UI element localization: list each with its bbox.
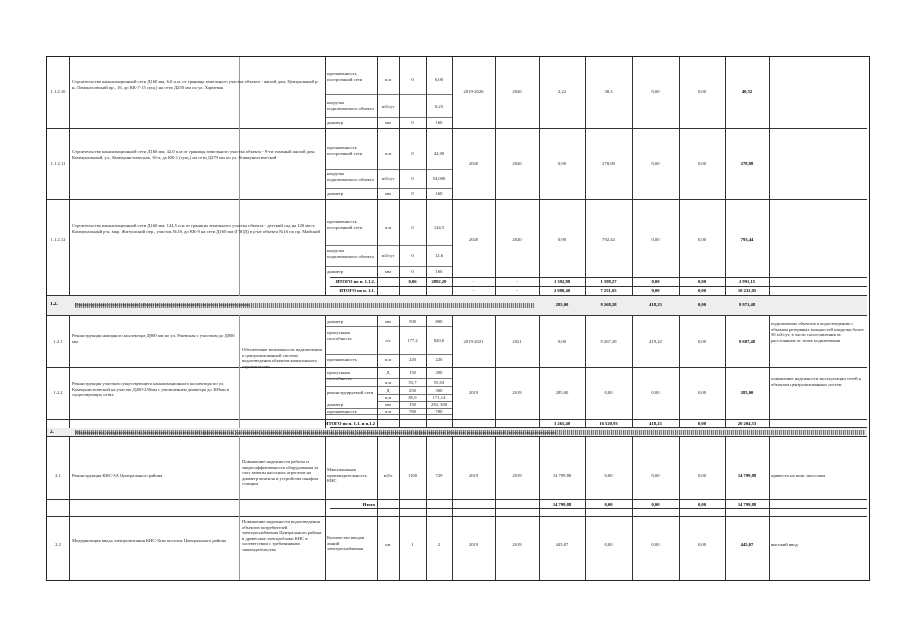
value-4: 0,00 <box>697 237 707 242</box>
param-label: протяженность <box>327 357 357 362</box>
value-2: 9 267,28 <box>600 339 617 344</box>
param-label: пропускная способность <box>327 370 352 381</box>
param-label: Максимальная производительность КНС <box>327 467 367 484</box>
value-3: 0,00 <box>651 237 660 242</box>
param-unit: м3/сут <box>381 104 395 109</box>
param-label: протяженность построенной сети <box>327 219 363 230</box>
param-after: 160 <box>435 191 443 196</box>
row-number: 1.2.2 <box>53 390 63 395</box>
value-3: 0,00 <box>651 89 660 94</box>
subtotal-total: 2 991,15 <box>738 279 756 284</box>
subtotal-v2: 16 520,93 <box>599 421 618 426</box>
row-number: 2.1 <box>55 473 61 478</box>
param-before: 250 <box>409 388 416 393</box>
value-4: 0,00 <box>697 89 707 94</box>
value-4: 0,00 <box>697 473 707 478</box>
value-3: 0,00 <box>651 390 660 395</box>
subtotal-label: ИТОГО по п. 1.1. и п.1.2 <box>324 421 375 426</box>
year-end: 2019 <box>512 542 522 547</box>
value-1: 285,00 <box>555 390 569 395</box>
row-divider <box>330 277 867 278</box>
param-after: 800 <box>435 319 443 324</box>
param-unit: мм <box>385 319 391 324</box>
param-label: нагрузка подключаемого объекта <box>327 100 374 111</box>
row-number: 2.2 <box>55 542 61 547</box>
param-after: 6,00 <box>434 77 444 82</box>
param-label: диаметр <box>327 191 344 196</box>
subtotal-total: 10 232,05 <box>737 288 757 293</box>
param-before: 0 <box>411 151 414 156</box>
item-purpose: Повышение надежности водоотведения объектов потребителей электроснабжения Центрального района в древесные электроблоки КНС в соответствии с требованиями законодательства <box>242 519 322 552</box>
param-after: 820,0 <box>433 338 445 343</box>
section-number: 2. <box>50 430 54 435</box>
param-label: нагрузка подключаемого объекта <box>327 171 374 182</box>
param-before: 0 <box>411 191 414 196</box>
item-description: Строительство канализационной сети Д160 мм, 124,5 п.м от границы земельного участка объекта - детский сад на 120 мест, Коммунальный р-н, мкр. Житушский пер., участок №18, до КК-9 на сети Д160 мм (ГЗОД) в р-не объекта №16 по пр. Майский <box>72 223 320 234</box>
param-label: реконструируемой сети <box>327 390 374 395</box>
param-unit: Д <box>386 370 390 375</box>
param-before: 220 <box>409 357 416 362</box>
value-4: 0,00 <box>697 390 707 395</box>
row-divider <box>47 128 867 129</box>
years: 2019 <box>468 473 479 478</box>
subtotal-v3: 418,23 <box>649 421 662 426</box>
subtotal-v1: 1 392,88 <box>553 279 571 284</box>
param-before: 177,2 <box>407 338 418 343</box>
param-label: диаметр <box>327 269 344 274</box>
subtotal-c: - <box>472 279 475 284</box>
row-total: 9 687,48 <box>738 339 756 344</box>
param-after: 160 <box>435 269 443 274</box>
subtotal-v4: 0,00 <box>697 421 707 426</box>
row-divider <box>47 367 867 368</box>
param-after: 124,5 <box>433 225 445 230</box>
param-unit: п.м <box>384 409 392 414</box>
param-divider <box>325 354 452 355</box>
param-before: 500 <box>409 319 416 324</box>
param-before: 1 <box>411 542 414 547</box>
param-unit: м3/ч <box>383 473 393 478</box>
param-unit: мм <box>385 191 391 196</box>
param-unit: л/с <box>385 338 391 343</box>
value-1: 0,90 <box>557 237 567 242</box>
param-divider <box>325 94 452 95</box>
param-unit: п.м <box>384 225 392 230</box>
year-end: 2020 <box>512 89 522 94</box>
years: 2019-2020 <box>463 89 484 94</box>
item-description: Реконструкция КНС-3А Центрального района <box>72 473 163 478</box>
subtotal-v2: 7 251,65 <box>600 288 617 293</box>
param-label: диаметр <box>327 402 344 407</box>
value-2: 792,44 <box>602 237 615 242</box>
param-label: протяженность построенной сети <box>327 71 363 82</box>
year-end: 2019 <box>512 390 522 395</box>
value-3: 0,00 <box>651 473 660 478</box>
param-unit: п.м <box>384 357 392 362</box>
param-before: 0 <box>411 253 414 258</box>
param-after: 2 <box>437 542 441 547</box>
param-unit: Д <box>386 388 390 393</box>
item-description: Реконструкция участков существующего канализационного коллектора по ул. Коммунистической на участке Д200-250мм с увеличением диаметра до 300мм в существующих сетях <box>72 381 229 398</box>
row-divider <box>47 199 867 200</box>
param-before: 0 <box>411 77 414 82</box>
subtotal-a: 0,06 <box>408 279 417 284</box>
row-note: высокий ввод <box>771 542 798 547</box>
subtotal-label: ИТОГО по п. 1.1.2. <box>335 279 375 284</box>
param-label: протяженность построенной сети <box>327 145 363 156</box>
section-title: Реконструкция существующих объектов централизованной системы водоотведения <box>75 302 250 307</box>
col-divider <box>69 57 70 580</box>
subtotal-v4: 0,00 <box>697 279 707 284</box>
param-after: 780 <box>435 409 443 414</box>
subtotal-v3: 0,00 <box>651 279 660 284</box>
param-unit: мм <box>385 269 391 274</box>
param-after: 171,14 <box>432 395 446 400</box>
param-after: 160 <box>435 120 443 125</box>
year-end: 2021 <box>512 339 522 344</box>
value-2: 278,08 <box>602 161 615 166</box>
param-before: 55,7 <box>408 380 417 385</box>
value-2: 0,00 <box>604 473 613 478</box>
section-v4: 0,00 <box>697 302 707 307</box>
value-4: 0,00 <box>697 542 707 547</box>
param-unit: п.м <box>384 380 392 385</box>
subtotal-label: Итого <box>362 502 375 507</box>
param-label: протяженность <box>327 409 357 414</box>
item-description: Модернизация ввода электропитания КНС-Хим поселок Центрального района <box>72 538 226 543</box>
years: 2020 <box>468 237 479 242</box>
param-unit: п.м <box>384 151 392 156</box>
subtotal-d: - <box>516 288 518 293</box>
param-before: 0 <box>411 269 414 274</box>
years: 2019-2021 <box>463 339 484 344</box>
param-label: нагрузка подключаемого объекта <box>327 248 374 259</box>
value-2: 0,00 <box>604 542 613 547</box>
section-number: 1.2. <box>50 302 58 307</box>
section-title: Мероприятия, направленные на повышение экологической эффективности, достижение плановых значений показателей надежности, качества и энергетической эффективности объектов централизованной системы водоотведения <box>75 430 556 435</box>
col-divider <box>769 57 770 580</box>
row-number: 1.1.2.11 <box>50 161 66 166</box>
row-divider <box>47 436 867 437</box>
param-before: 0 <box>411 225 414 230</box>
param-after: 55,03 <box>433 380 445 385</box>
subtotal-total: 14 799,88 <box>737 502 757 507</box>
document-table <box>46 56 870 581</box>
item-description: Реконструкция напорного коллектора Д800 мм по ул. Ржевская с участком до Д800 мм <box>72 333 235 344</box>
param-unit: п.м <box>384 77 392 82</box>
row-total: 278,98 <box>740 161 754 166</box>
row-divider <box>330 286 867 287</box>
row-divider <box>47 499 867 500</box>
param-after: 0,25 <box>434 104 444 109</box>
subtotal-v3: 0,00 <box>651 502 660 507</box>
param-after: 12,6 <box>434 253 444 258</box>
param-before: 150 <box>409 370 416 375</box>
subtotal-v2: 0,00 <box>604 502 613 507</box>
value-3: 0,00 <box>651 542 660 547</box>
year-end: 2019 <box>512 473 522 478</box>
param-unit: м3/сут <box>381 253 395 258</box>
section-total: 9 971,48 <box>738 302 756 307</box>
param-before: 1100 <box>407 473 418 478</box>
param-after: 250, 300 <box>430 402 448 407</box>
years: 2020 <box>468 161 479 166</box>
value-2: 0,00 <box>604 390 613 395</box>
param-label: диаметр <box>327 319 344 324</box>
subtotal-d: - <box>516 279 518 284</box>
row-number: 1.1.2.12 <box>50 237 66 242</box>
value-3: 0,00 <box>651 161 660 166</box>
subtotal-v4: 0,00 <box>697 502 707 507</box>
param-unit: мм <box>385 120 391 125</box>
value-1: 0,00 <box>557 339 567 344</box>
value-1: 445,07 <box>555 542 569 547</box>
row-total: 40,52 <box>741 89 753 94</box>
row-divider <box>47 315 867 316</box>
param-divider <box>325 266 452 267</box>
row-note: привести на шип. насосами <box>771 473 826 478</box>
row-divider <box>47 419 867 420</box>
value-4: 0,00 <box>697 161 707 166</box>
col-divider <box>239 57 240 580</box>
row-total: 445,07 <box>740 542 754 547</box>
subtotal-v2: 1 598,27 <box>600 279 617 284</box>
year-end: 2020 <box>512 237 522 242</box>
value-2: 38,3 <box>604 89 613 94</box>
param-unit: шт <box>385 542 391 547</box>
value-1: 0,90 <box>557 161 567 166</box>
row-number: 1.2.1 <box>53 339 63 344</box>
param-before: 85,9 <box>408 395 417 400</box>
param-unit: мм <box>385 402 391 407</box>
param-after: 200 <box>435 370 443 375</box>
param-label: диаметр <box>327 120 344 125</box>
subtotal-v1: 14 799,88 <box>552 502 572 507</box>
param-unit: м3/сут <box>381 176 395 181</box>
subtotal-v4: 0,00 <box>697 288 707 293</box>
param-unit: п.м <box>384 395 392 400</box>
param-divider <box>325 188 452 189</box>
value-3: 419,22 <box>649 339 662 344</box>
years: 2019 <box>468 390 479 395</box>
subtotal-label: ИТОГО по п. 1.1. <box>339 288 375 293</box>
item-purpose: Обеспечение возможности подключения к централизованной системе водоотведения объектов капитального строительства <box>242 347 322 369</box>
subtotal-v3: 0,00 <box>651 288 660 293</box>
year-end: 2020 <box>512 161 522 166</box>
param-before: 150 <box>409 402 416 407</box>
param-after: 300 <box>435 388 443 393</box>
value-4: 0,00 <box>697 339 707 344</box>
col-divider <box>495 57 496 580</box>
row-total: 14 799,88 <box>737 473 757 478</box>
value-1: 2,22 <box>557 89 567 94</box>
years: 2019 <box>468 542 479 547</box>
param-divider <box>325 386 452 387</box>
row-total: 793,44 <box>740 237 754 242</box>
col-divider <box>452 57 453 580</box>
param-label: пропускная способность <box>327 330 352 341</box>
param-before: 0 <box>411 120 414 125</box>
row-total: 285,00 <box>740 390 754 395</box>
param-after: 42,00 <box>433 151 445 156</box>
row-note: повышение надежности эксплуатации сетей к объектам централизованных систем <box>771 376 861 387</box>
item-purpose: Повышение надежности работы и энергоэффективности оборудования за счет замены насосных агрегатов на диаметр вентиля и устройства шкафом станции <box>242 459 319 487</box>
param-before: 0 <box>411 176 414 181</box>
param-divider <box>325 117 452 118</box>
row-note: подключение объектов к водоотведению с объемом резервных мощностей нагрузки более 50 м3/сут, в части сопоставления за расстоянием от точек подключения <box>771 321 864 343</box>
param-before: 780 <box>409 409 416 414</box>
param-divider <box>325 326 452 327</box>
section-v2: 9 268,28 <box>600 302 617 307</box>
param-divider <box>325 245 452 246</box>
param-after: 220 <box>435 357 443 362</box>
subtotal-v1: 3 265,40 <box>553 421 571 426</box>
subtotal-v1: 2 980,40 <box>553 288 571 293</box>
param-label: Количество вводов линий электроснабжения <box>327 535 365 552</box>
subtotal-total: 20 204,53 <box>737 421 757 426</box>
section-v1: 285,00 <box>555 302 569 307</box>
row-divider <box>47 516 867 517</box>
subtotal-b: 2892,20 <box>431 279 447 284</box>
section-v3: 418,23 <box>649 302 662 307</box>
item-description: Строительство канализационной сети Д160 мм, 42,0 п.м от границы земельного участка объекта - 9-ти этажный жилой дом, Коммунальный, ул., Коммунистическая, 16-а, до КК-1 (сущ.) на сети Д279 мм по ул. Коммунистической <box>72 149 316 160</box>
param-after: 729 <box>435 473 443 478</box>
param-after: 54,000 <box>432 176 446 181</box>
item-description: Строительство канализационной сети Д160 мм, 6,0 п.м. от границы земельного участка объекта - жилой дом, Центральный р-н, Ломоносовский пр., 16, до КК-7-15 сущ.) на сети Д250 мм по ул. Харчевая <box>72 79 319 90</box>
row-number: 1.1.2.10 <box>50 89 66 94</box>
param-divider <box>325 169 452 170</box>
row-divider <box>330 508 867 509</box>
value-1: 14 799,88 <box>552 473 572 478</box>
subtotal-c: - <box>472 288 475 293</box>
